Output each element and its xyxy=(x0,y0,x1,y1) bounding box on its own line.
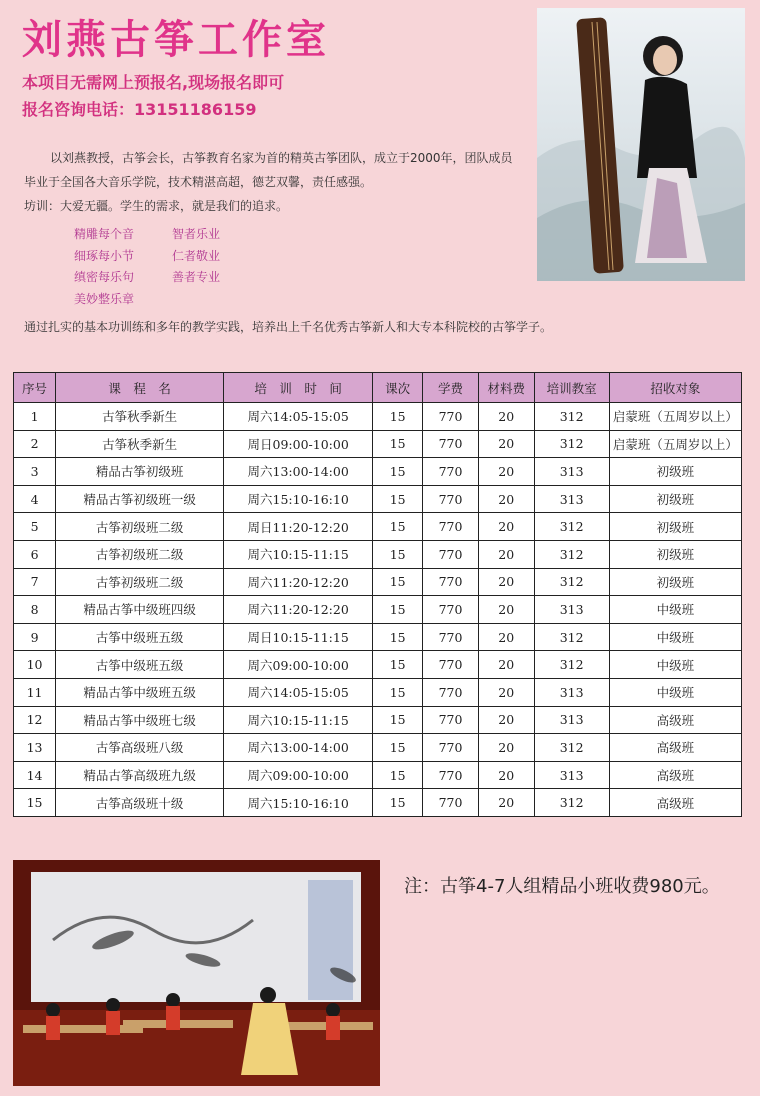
row-index: 3 xyxy=(14,458,56,486)
registration-note: 本项目无需网上预报名,现场报名即可 xyxy=(22,73,285,92)
header-target: 招收对象 xyxy=(609,373,741,403)
material-fee: 20 xyxy=(478,568,534,596)
target-students: 启蒙班（五周岁以上） xyxy=(609,403,741,431)
target-students: 中级班 xyxy=(609,678,741,706)
row-index: 6 xyxy=(14,540,56,568)
small-class-fee-note: 注：古筝4-7人组精品小班收费980元。 xyxy=(404,876,720,897)
material-fee: 20 xyxy=(478,761,534,789)
row-index: 9 xyxy=(14,623,56,651)
table-row xyxy=(14,513,742,541)
row-index: 10 xyxy=(14,651,56,679)
course-name: 古筝中级班五级 xyxy=(56,651,224,679)
tuition-fee: 770 xyxy=(423,596,479,624)
training-time: 周六09:00-10:00 xyxy=(224,651,373,679)
classroom: 312 xyxy=(534,513,609,541)
performance-photo xyxy=(13,860,380,1086)
classroom: 313 xyxy=(534,485,609,513)
training-time: 周日11:20-12:20 xyxy=(224,513,373,541)
classroom: 312 xyxy=(534,789,609,817)
motto-line: 仁者敬业 xyxy=(172,248,221,263)
contact-phone: 报名咨询电话：13151186159 xyxy=(22,100,257,119)
closing-text: 通过扎实的基本功训练和多年的教学实践，培养出上千名优秀古筝新人和大专本科院校的古筝学子。 xyxy=(24,320,553,334)
course-name: 古筝初级班二级 xyxy=(56,568,224,596)
training-time: 周六13:00-14:00 xyxy=(224,734,373,762)
training-motto: 坊训：大爱无疆。学生的需求，就是我们的追求。 xyxy=(24,199,289,213)
header-fee: 学费 xyxy=(423,373,479,403)
classroom: 313 xyxy=(534,761,609,789)
tuition-fee: 770 xyxy=(423,403,479,431)
table-row xyxy=(14,678,742,706)
target-students: 初级班 xyxy=(609,568,741,596)
row-index: 4 xyxy=(14,485,56,513)
teacher-photo xyxy=(537,8,745,281)
training-time: 周六15:10-16:10 xyxy=(224,485,373,513)
target-students: 启蒙班（五周岁以上） xyxy=(609,430,741,458)
target-students: 中级班 xyxy=(609,651,741,679)
table-row xyxy=(14,540,742,568)
training-time: 周六10:15-11:15 xyxy=(224,540,373,568)
training-time: 周六14:05-15:05 xyxy=(224,678,373,706)
table-row xyxy=(14,651,742,679)
session-count: 15 xyxy=(373,403,423,431)
row-index: 11 xyxy=(14,678,56,706)
material-fee: 20 xyxy=(478,513,534,541)
table-row xyxy=(14,761,742,789)
target-students: 中级班 xyxy=(609,623,741,651)
row-index: 14 xyxy=(14,761,56,789)
classroom: 313 xyxy=(534,678,609,706)
tuition-fee: 770 xyxy=(423,734,479,762)
tuition-fee: 770 xyxy=(423,623,479,651)
table-row xyxy=(14,485,742,513)
material-fee: 20 xyxy=(478,430,534,458)
table-row xyxy=(14,734,742,762)
motto-line: 缜密每乐句 xyxy=(74,270,135,284)
target-students: 初级班 xyxy=(609,513,741,541)
motto-column-2 xyxy=(172,224,220,289)
course-name: 精品古筝高级班九级 xyxy=(56,761,224,789)
training-time: 周日09:00-10:00 xyxy=(224,430,373,458)
tuition-fee: 770 xyxy=(423,540,479,568)
session-count: 15 xyxy=(373,596,423,624)
material-fee: 20 xyxy=(478,458,534,486)
motto-line: 善者专业 xyxy=(172,270,221,284)
session-count: 15 xyxy=(373,761,423,789)
row-index: 2 xyxy=(14,430,56,458)
target-students: 初级班 xyxy=(609,540,741,568)
training-time: 周六09:00-10:00 xyxy=(224,761,373,789)
header-classroom: 培训教室 xyxy=(534,373,609,403)
table-row xyxy=(14,430,742,458)
training-time: 周六11:20-12:20 xyxy=(224,568,373,596)
course-name: 精品古筝中级班四级 xyxy=(56,596,224,624)
classroom: 312 xyxy=(534,623,609,651)
session-count: 15 xyxy=(373,430,423,458)
course-name: 精品古筝中级班五级 xyxy=(56,678,224,706)
intro-paragraph: 以刘燕教授，古筝会长，古筝教育名家为首的精英古筝团队，成立于2000年，团队成员毕业于全国各大音乐学院，技术精湛高超，德艺双馨，责任感强。 xyxy=(24,151,513,189)
target-students: 初级班 xyxy=(609,458,741,486)
classroom: 312 xyxy=(534,403,609,431)
material-fee: 20 xyxy=(478,540,534,568)
tuition-fee: 770 xyxy=(423,568,479,596)
motto-line: 智者乐业 xyxy=(172,227,221,241)
classroom: 312 xyxy=(534,540,609,568)
classroom: 312 xyxy=(534,651,609,679)
table-row xyxy=(14,623,742,651)
header-course: 课 程 名 xyxy=(56,373,224,403)
session-count: 15 xyxy=(373,734,423,762)
course-name: 精品古筝中级班七级 xyxy=(56,706,224,734)
session-count: 15 xyxy=(373,458,423,486)
tuition-fee: 770 xyxy=(423,513,479,541)
training-time: 周日10:15-11:15 xyxy=(224,623,373,651)
session-count: 15 xyxy=(373,651,423,679)
tuition-fee: 770 xyxy=(423,706,479,734)
table-row xyxy=(14,403,742,431)
material-fee: 20 xyxy=(478,678,534,706)
course-name: 古筝秋季新生 xyxy=(56,403,224,431)
table-row xyxy=(14,706,742,734)
motto-line: 美妙整乐章 xyxy=(74,291,135,306)
target-students: 高级班 xyxy=(609,734,741,762)
row-index: 7 xyxy=(14,568,56,596)
material-fee: 20 xyxy=(478,789,534,817)
header-material-fee: 材料费 xyxy=(478,373,534,403)
intro-text xyxy=(24,146,524,218)
session-count: 15 xyxy=(373,678,423,706)
header-time: 培 训 时 间 xyxy=(224,373,373,403)
target-students: 高级班 xyxy=(609,706,741,734)
page-title: 刘燕古筝工作室 xyxy=(22,17,330,63)
course-name: 精品古筝初级班 xyxy=(56,458,224,486)
table-row xyxy=(14,568,742,596)
session-count: 15 xyxy=(373,485,423,513)
training-time: 周六13:00-14:00 xyxy=(224,458,373,486)
session-count: 15 xyxy=(373,706,423,734)
classroom: 312 xyxy=(534,734,609,762)
course-name: 古筝初级班二级 xyxy=(56,513,224,541)
material-fee: 20 xyxy=(478,706,534,734)
tuition-fee: 770 xyxy=(423,485,479,513)
course-name: 古筝中级班五级 xyxy=(56,623,224,651)
classroom: 313 xyxy=(534,706,609,734)
table-row xyxy=(14,789,742,817)
table-row xyxy=(14,596,742,624)
target-students: 初级班 xyxy=(609,485,741,513)
material-fee: 20 xyxy=(478,623,534,651)
session-count: 15 xyxy=(373,568,423,596)
material-fee: 20 xyxy=(478,734,534,762)
training-time: 周六10:15-11:15 xyxy=(224,706,373,734)
row-index: 1 xyxy=(14,403,56,431)
course-name: 精品古筝初级班一级 xyxy=(56,485,224,513)
row-index: 5 xyxy=(14,513,56,541)
course-name: 古筝高级班八级 xyxy=(56,734,224,762)
material-fee: 20 xyxy=(478,651,534,679)
table-row xyxy=(14,458,742,486)
row-index: 15 xyxy=(14,789,56,817)
tuition-fee: 770 xyxy=(423,678,479,706)
session-count: 15 xyxy=(373,513,423,541)
course-name: 古筝初级班二级 xyxy=(56,540,224,568)
header-sessions: 课次 xyxy=(373,373,423,403)
classroom: 312 xyxy=(534,430,609,458)
tuition-fee: 770 xyxy=(423,761,479,789)
session-count: 15 xyxy=(373,540,423,568)
target-students: 高级班 xyxy=(609,789,741,817)
tuition-fee: 770 xyxy=(423,430,479,458)
motto-line: 细琢每小节 xyxy=(74,248,135,263)
material-fee: 20 xyxy=(478,596,534,624)
material-fee: 20 xyxy=(478,403,534,431)
classroom: 313 xyxy=(534,596,609,624)
row-index: 13 xyxy=(14,734,56,762)
tuition-fee: 770 xyxy=(423,458,479,486)
course-name: 古筝秋季新生 xyxy=(56,430,224,458)
tuition-fee: 770 xyxy=(423,789,479,817)
course-name: 古筝高级班十级 xyxy=(56,789,224,817)
training-time: 周六14:05-15:05 xyxy=(224,403,373,431)
row-index: 12 xyxy=(14,706,56,734)
row-index: 8 xyxy=(14,596,56,624)
material-fee: 20 xyxy=(478,485,534,513)
training-time: 周六15:10-16:10 xyxy=(224,789,373,817)
motto-column-1 xyxy=(74,224,134,310)
classroom: 312 xyxy=(534,568,609,596)
training-time: 周六11:20-12:20 xyxy=(224,596,373,624)
header-index: 序号 xyxy=(14,373,56,403)
target-students: 高级班 xyxy=(609,761,741,789)
table-header-row xyxy=(14,373,742,403)
session-count: 15 xyxy=(373,789,423,817)
course-schedule-table xyxy=(13,372,742,817)
motto-line: 精雕每个音 xyxy=(74,227,135,241)
session-count: 15 xyxy=(373,623,423,651)
target-students: 中级班 xyxy=(609,596,741,624)
classroom: 313 xyxy=(534,458,609,486)
tuition-fee: 770 xyxy=(423,651,479,679)
